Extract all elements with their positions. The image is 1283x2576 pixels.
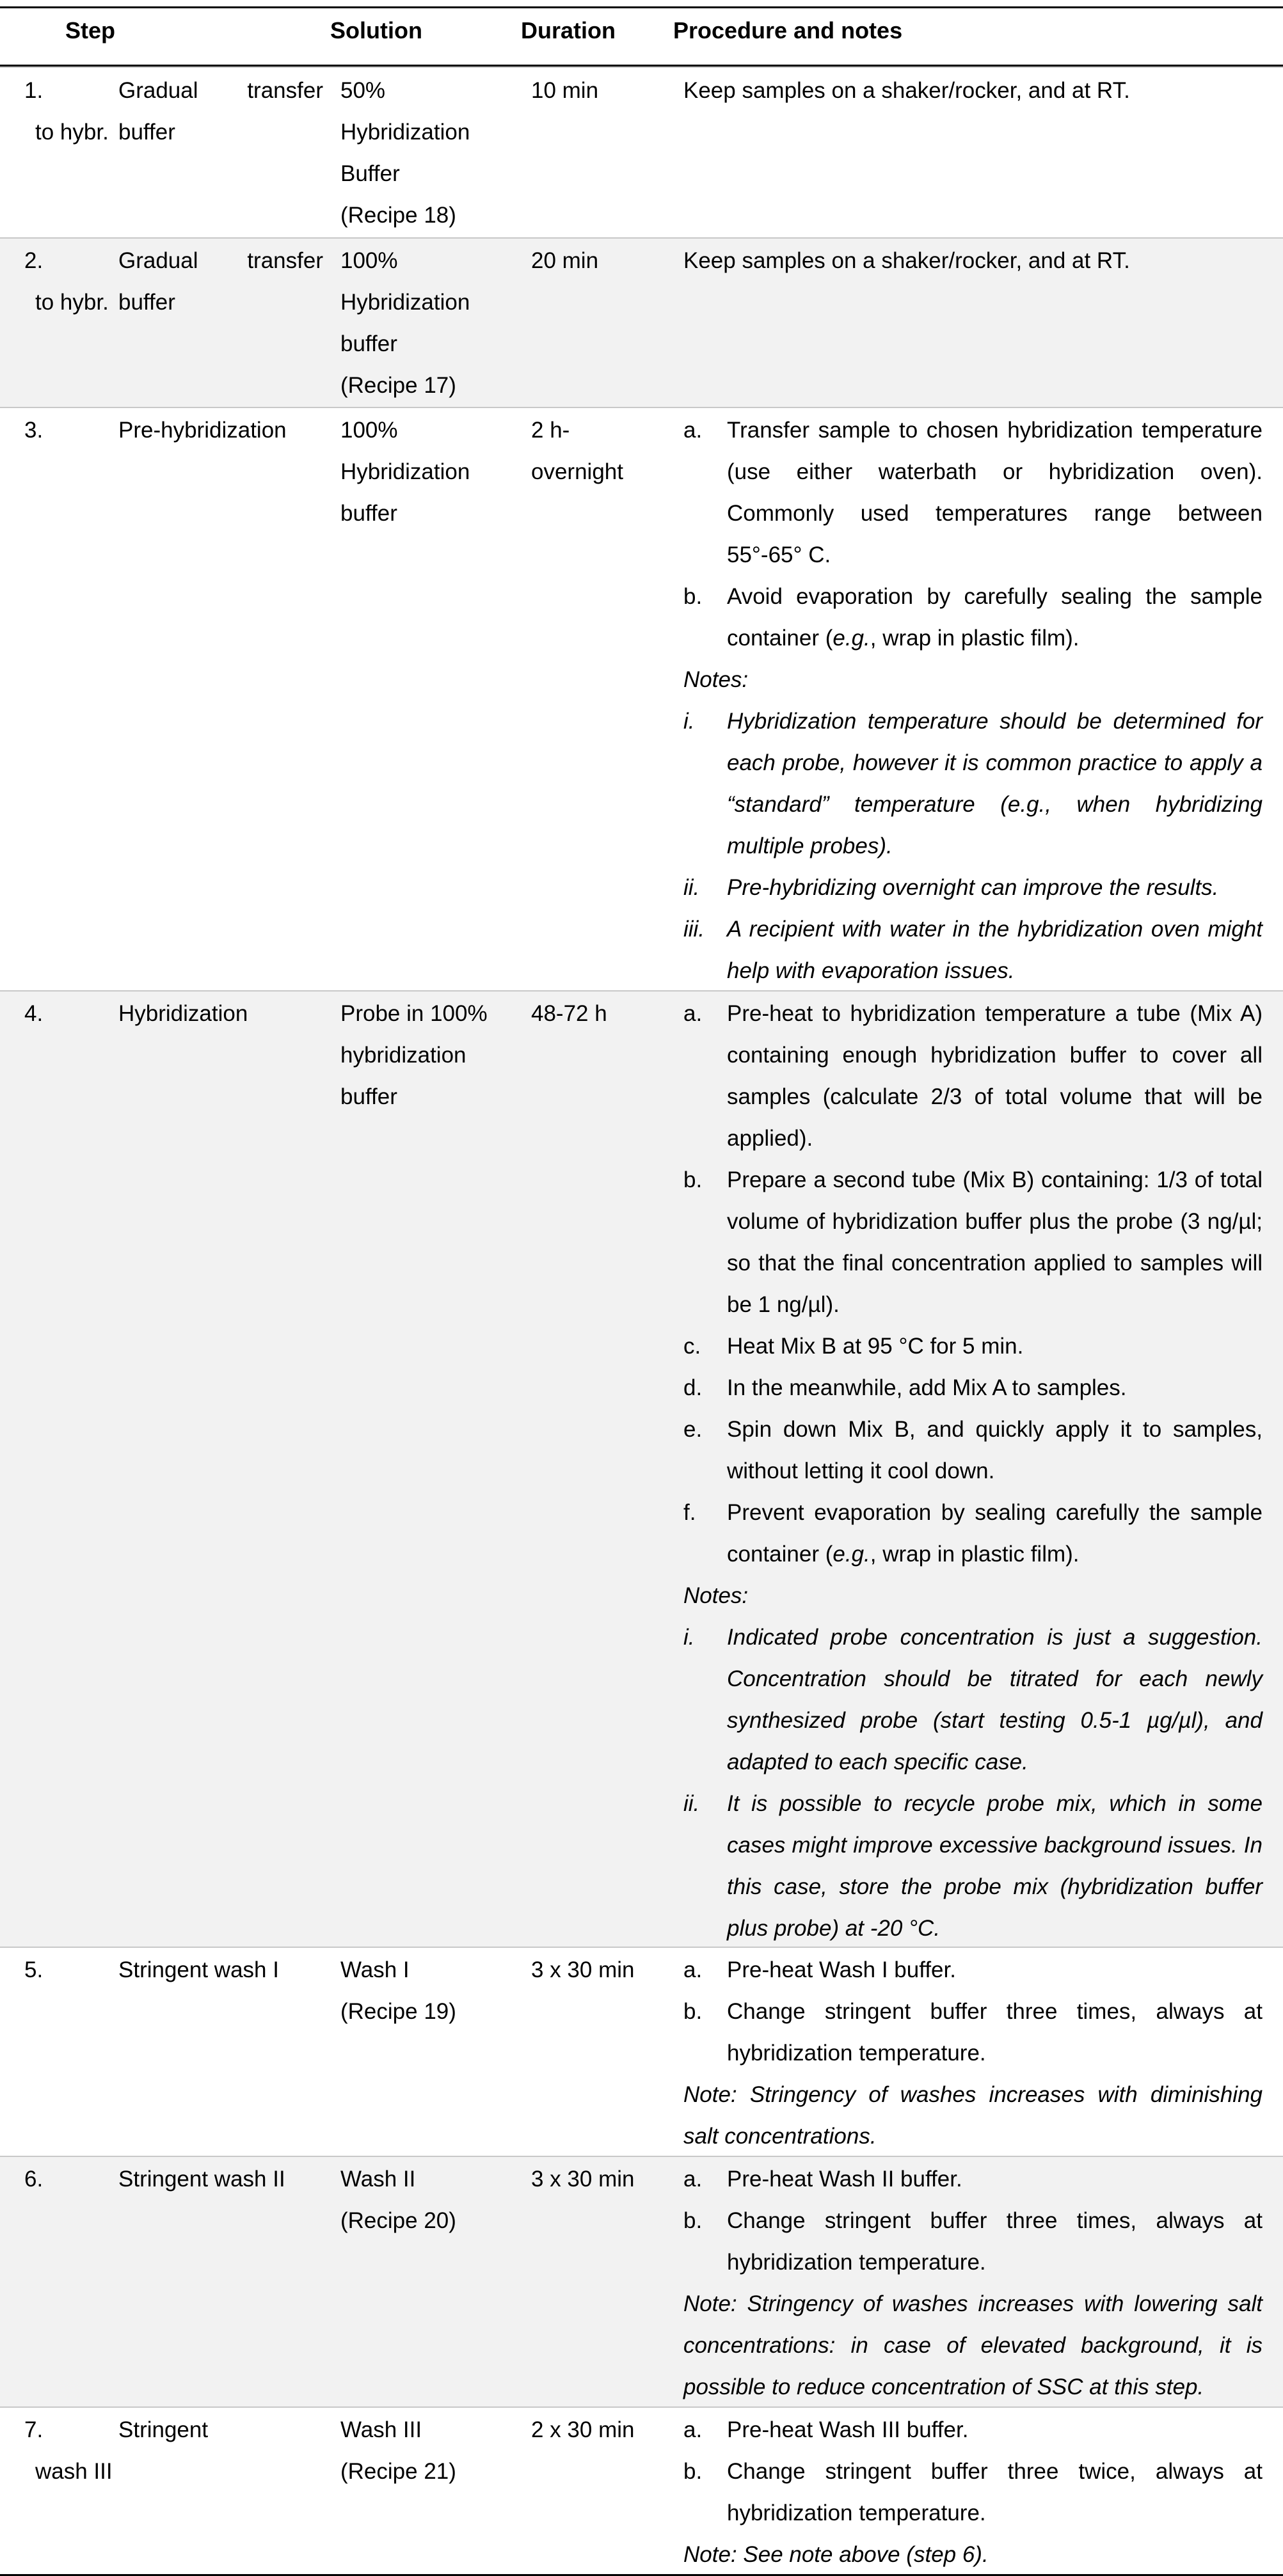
step-note: Note: Stringency of washes increases with lowering salt concentrations: in case of elevated background, it is possible to reduce concentration of SSC at this step. xyxy=(683,2291,1263,2399)
step-name: Hybridization xyxy=(118,1001,248,1026)
step-name-line2-prefix: to hybr. xyxy=(35,120,109,145)
table-row xyxy=(0,1947,1283,2156)
step-number: 6. xyxy=(24,2167,44,2192)
table-row xyxy=(0,237,1283,407)
step-name-line1: Stringent xyxy=(118,2417,209,2442)
step-name-line2: buffer xyxy=(118,290,175,315)
procedure-item: b. Change stringent buffer three times, always at hybridization temperature. xyxy=(683,1999,1263,2066)
step-number: 5. xyxy=(24,1957,44,1982)
step-number: 2. xyxy=(24,248,44,273)
duration-cell: 3 x 30 min xyxy=(531,2167,635,2192)
step-name-line1: Gradual transfer xyxy=(118,248,323,273)
solution-cell: 50% Hybridization Buffer (Recipe 18) xyxy=(340,78,470,228)
step-name: Stringent wash I xyxy=(118,1957,279,1982)
solution-cell: 100% Hybridization buffer (Recipe 17) xyxy=(340,248,470,398)
protocol-table xyxy=(0,6,1283,2576)
procedure-item: f. Prevent evaporation by sealing carefully the sample container (e.g., wrap in plastic film). xyxy=(683,1500,1263,1567)
step-name-line2-prefix: to hybr. xyxy=(35,290,109,315)
header-procedure: Procedure and notes xyxy=(673,17,903,43)
note-item: i. Indicated probe concentration is just a suggestion. Concentration should be titrated for each newly synthesized probe (start testing 0.5-1 µg/µl), and adapted to each specific case. xyxy=(683,1625,1263,1774)
step-name: Stringent wash II xyxy=(118,2167,285,2192)
procedure-cell xyxy=(683,993,1263,1949)
step-note: Note: See note above (step 6). xyxy=(683,2542,989,2567)
step-number: 7. xyxy=(24,2417,44,2442)
procedure-item: a. Pre-heat Wash III buffer. xyxy=(683,2417,969,2442)
table-row xyxy=(0,2406,1283,2576)
notes-label: Notes: xyxy=(683,667,749,692)
solution-cell: 100% Hybridization buffer xyxy=(340,418,470,526)
step-number: 4. xyxy=(24,1001,44,1026)
note-item: iii. A recipient with water in the hybridization oven might help with evaporation issues. xyxy=(683,917,1263,983)
step-number: 3. xyxy=(24,418,44,443)
procedure-item: e. Spin down Mix B, and quickly apply it to samples, without letting it cool down. xyxy=(683,1417,1263,1483)
table-row xyxy=(0,407,1283,990)
procedure-item: b. Avoid evaporation by carefully sealing the sample container (e.g., wrap in plastic film). xyxy=(683,584,1263,651)
header-step: Step xyxy=(65,17,116,43)
solution-cell: Wash I (Recipe 19) xyxy=(340,1957,456,2024)
header-solution: Solution xyxy=(330,17,422,43)
step-name-line1: Gradual transfer xyxy=(118,78,323,103)
table-header xyxy=(0,6,1283,67)
procedure-item: a. Pre-heat to hybridization temperature a tube (Mix A) containing enough hybridization buffer to cover all samples (calculate 2/3 of total volume that will be applied). xyxy=(683,1001,1263,1151)
step-name-line2: wash III xyxy=(35,2459,113,2484)
procedure-item: a. Transfer sample to chosen hybridization temperature (use either waterbath or hybridization oven). Commonly used temperatures range between 55°-65° C. xyxy=(683,418,1263,567)
table-row xyxy=(0,67,1283,237)
procedure-text: Keep samples on a shaker/rocker, and at RT. xyxy=(683,248,1130,273)
solution-cell: Wash II (Recipe 20) xyxy=(340,2167,456,2233)
procedure-item: b. Change stringent buffer three twice, always at hybridization temperature. xyxy=(683,2459,1263,2525)
procedure-item: a. Pre-heat Wash II buffer. xyxy=(683,2167,962,2192)
procedure-item: d. In the meanwhile, add Mix A to samples. xyxy=(683,1375,1127,1400)
procedure-cell xyxy=(683,1949,1263,2157)
procedure-item: c. Heat Mix B at 95 °C for 5 min. xyxy=(683,1334,1024,1359)
duration-cell: 20 min xyxy=(531,248,599,273)
solution-cell: Probe in 100% hybridization buffer xyxy=(340,1001,488,1109)
procedure-item: b. Prepare a second tube (Mix B) containing: 1/3 of total volume of hybridization buffer plus the probe (3 ng/µl; so that the final concentration applied to samples will be 1 ng/µl). xyxy=(683,1167,1263,1317)
notes-label: Notes: xyxy=(683,1583,749,1608)
procedure-cell xyxy=(683,2409,1263,2575)
duration-cell: 48-72 h xyxy=(531,1001,607,1026)
note-item: ii. Pre-hybridizing overnight can improve the results. xyxy=(683,875,1219,900)
procedure-item: a. Pre-heat Wash I buffer. xyxy=(683,1957,956,1982)
solution-cell: Wash III (Recipe 21) xyxy=(340,2417,456,2484)
duration-cell: 3 x 30 min xyxy=(531,1957,635,1982)
procedure-item: b. Change stringent buffer three times, always at hybridization temperature. xyxy=(683,2208,1263,2275)
note-item: ii. It is possible to recycle probe mix, which in some cases might improve excessive background issues. In this case, store the probe mix (hybridization buffer plus probe) at -20 °C. xyxy=(683,1791,1263,1941)
note-item: i. Hybridization temperature should be determined for each probe, however it is common practice to apply a “standard” temperature (e.g., when hybridizing multiple probes). xyxy=(683,709,1263,858)
step-note: Note: Stringency of washes increases with diminishing salt concentrations. xyxy=(683,2082,1263,2149)
table-row xyxy=(0,2156,1283,2406)
procedure-cell xyxy=(683,2158,1263,2408)
step-name-line2: buffer xyxy=(118,120,175,145)
step-name: Pre-hybridization xyxy=(118,418,287,443)
step-number: 1. xyxy=(24,78,44,103)
duration-cell: 10 min xyxy=(531,78,599,103)
duration-cell: 2 x 30 min xyxy=(531,2417,635,2442)
duration-cell: 2 h- overnight xyxy=(531,418,623,484)
procedure-text: Keep samples on a shaker/rocker, and at RT. xyxy=(683,78,1130,103)
table-row xyxy=(0,990,1283,1947)
procedure-cell xyxy=(683,409,1263,992)
header-duration: Duration xyxy=(521,17,616,43)
